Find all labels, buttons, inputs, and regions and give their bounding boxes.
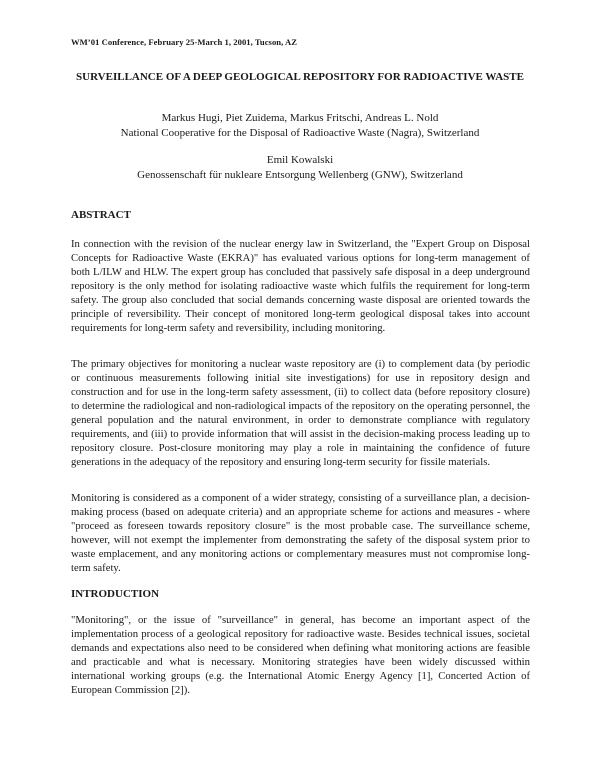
author-names: Emil Kowalski — [266, 154, 334, 166]
introduction-paragraph: "Monitoring", or the issue of "surveillance" in general, has become an important aspect of the implementation process of a geological repository for radioactive waste. Besides technical issues, societal demands and expectations also need to be considered when defining what monitoring actions are feasible and practicable and what is necessary. Monitoring strategies have been widely discussed within international working groups (e.g. the International Atomic Energy Agency [1], Concerted Action of European Commission [2]). — [71, 614, 530, 696]
author-names: Markus Hugi, Piet Zuidema, Markus Fritschi, Andreas L. Nold — [161, 112, 439, 124]
author-block-gnw — [60, 153, 540, 183]
conference-header: WM’01 Conference, February 25-March 1, 2001, Tucson, AZ — [71, 37, 298, 47]
paper-title: SURVEILLANCE OF A DEEP GEOLOGICAL REPOSITORY FOR RADIOACTIVE WASTE — [76, 71, 524, 83]
abstract-heading: ABSTRACT — [71, 209, 131, 221]
author-affiliation: National Cooperative for the Disposal of Radioactive Waste (Nagra), Switzerland — [120, 127, 480, 139]
author-affiliation: Genossenschaft für nukleare Entsorgung Wellenberg (GNW), Switzerland — [137, 169, 463, 181]
author-block-nagra — [60, 111, 540, 141]
abstract-paragraph: Monitoring is considered as a component of a wider strategy, consisting of a surveillance plan, a decision-making process (based on adequate criteria) and an appropriate scheme for actions and measures - where "proceed as foreseen towards repository closure" is the most probable case. The surveillance scheme, however, will not exempt the implementer from demonstrating the safety of the disposal system prior to waste emplacement, and any monitoring actions or complementary measures must not compromise long-term safety. — [71, 492, 530, 574]
introduction-heading: INTRODUCTION — [71, 588, 160, 600]
abstract-paragraph: In connection with the revision of the nuclear energy law in Switzerland, the "Expert Group on Disposal Concepts for Radioactive Waste (EKRA)" has evaluated various options for long-term management of both L/ILW and HLW. The expert group has concluded that passively safe disposal in a deep underground repository is the only method for isolating radioactive waste which fulfils the requirement for long-term safety. The group also concluded that social demands concerning waste disposal are oriented towards the principle of reversibility. Their concept of monitored long-term geological disposal takes into account requirements for long-term safety and reversibility, including monitoring. — [71, 238, 530, 334]
abstract-paragraph: The primary objectives for monitoring a nuclear waste repository are (i) to complement data (by periodic or continuous measurements following initial site investigations) for use in repository design and construction and for use in the long-term safety assessment, (ii) to collect data (before repository closure) to determine the radiological and non-radiological impacts of the repository on the operating personnel, the general population and the natural environment, in order to demonstrate compliance with regulatory requirements, and (iii) to provide information that will assist in the decision-making process leading up to repository closure. Post-closure monitoring may play a role in maintaining the confidence of future generations in the adequacy of the repository and ensuring long-term security for fissile materials. — [71, 358, 530, 468]
